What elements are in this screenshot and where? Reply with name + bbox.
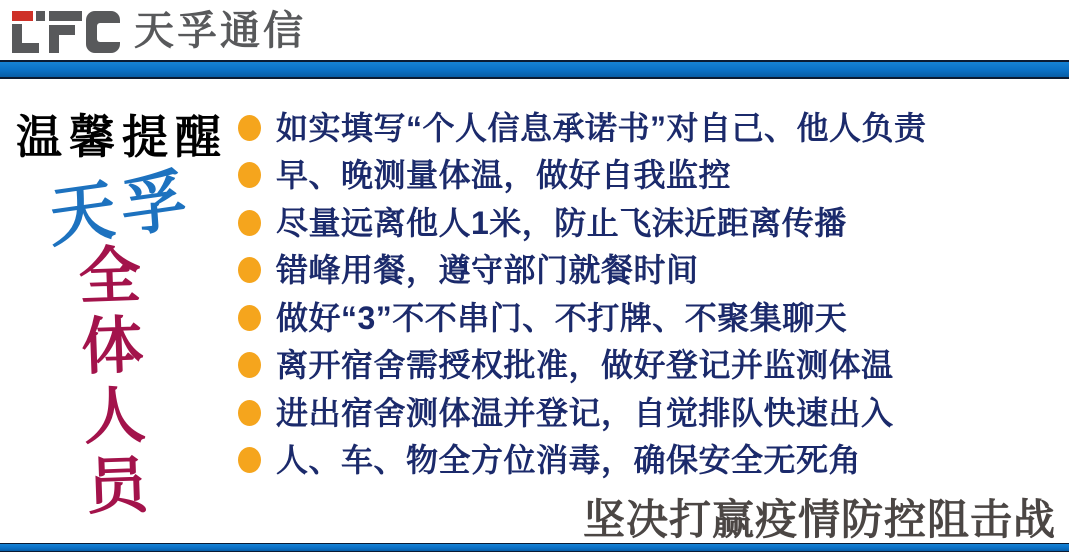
logo-letter-t-icon	[12, 9, 45, 53]
bullet-icon	[238, 400, 261, 426]
reminder-item	[238, 199, 927, 247]
reminder-item	[238, 294, 927, 342]
logo-letter-c-icon	[86, 9, 120, 53]
bottom-accent-bar	[0, 543, 1069, 552]
audience-vertical-label: 全体人员	[68, 241, 147, 525]
reminder-text: 尽量远离他人1米，防止飞沫近距离传播	[276, 204, 847, 241]
logo-letter-f-icon	[49, 9, 82, 53]
top-accent-bar	[0, 60, 1069, 79]
reminder-item	[238, 389, 927, 437]
reminder-item	[238, 437, 927, 485]
reminder-text: 做好“3”不不串门、不打牌、不聚集聊天	[276, 299, 848, 336]
bullet-icon	[238, 210, 261, 236]
reminder-text: 如实填写“个人信息承诺书”对自己、他人负责	[276, 109, 927, 146]
reminder-text: 错峰用餐，遵守部门就餐时间	[276, 252, 699, 289]
logo-red-accent	[12, 11, 33, 21]
reminder-text: 早、晚测量体温，做好自我监控	[276, 157, 732, 194]
reminder-item	[238, 247, 927, 295]
bullet-icon	[238, 305, 261, 331]
bullet-icon	[238, 352, 261, 378]
reminder-item	[238, 342, 927, 390]
company-logo	[12, 8, 306, 54]
company-name: 天孚通信	[134, 9, 306, 53]
header	[0, 0, 1069, 60]
main-content	[0, 79, 1069, 544]
reminder-item	[238, 104, 927, 152]
reminder-list	[238, 104, 927, 484]
page-title: 温馨提醒	[16, 111, 228, 163]
brand-label: 天孚	[47, 160, 195, 255]
reminder-text: 人、车、物全方位消毒，确保安全无死角	[276, 442, 862, 479]
bullet-icon	[238, 257, 261, 283]
reminder-item	[238, 152, 927, 200]
bullet-icon	[238, 115, 261, 141]
bullet-icon	[238, 447, 261, 473]
slogan-text: 坚决打赢疫情防控阻击战	[582, 496, 1056, 543]
reminder-text: 离开宿舍需授权批准，做好登记并监测体温	[276, 347, 894, 384]
bullet-icon	[238, 162, 261, 188]
reminder-text: 进出宿舍测体温并登记，自觉排队快速出入	[276, 394, 894, 431]
